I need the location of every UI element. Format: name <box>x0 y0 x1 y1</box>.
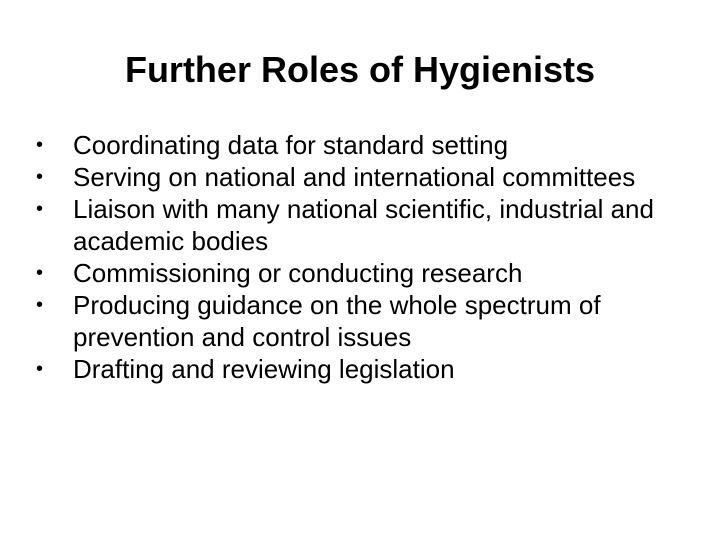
bullet-text: Commissioning or conducting research <box>73 258 523 288</box>
bullet-text: Coordinating data for standard setting <box>73 130 509 160</box>
bullet-icon: • <box>36 294 44 316</box>
bullet-item <box>36 353 696 385</box>
bullet-list <box>36 129 696 385</box>
bullet-text: Serving on national and international committees <box>73 162 636 192</box>
bullet-item <box>36 193 696 257</box>
bullet-icon: • <box>36 134 44 156</box>
slide-title: Further Roles of Hygienists <box>124 49 596 90</box>
bullet-item <box>36 289 696 353</box>
bullet-icon: • <box>36 358 44 380</box>
bullet-icon: • <box>36 166 44 188</box>
bullet-item <box>36 257 696 289</box>
bullet-text: Drafting and reviewing legislation <box>73 354 455 384</box>
bullet-item <box>36 161 696 193</box>
bullet-item <box>36 129 696 161</box>
bullet-icon: • <box>36 262 44 284</box>
bullet-text: Producing guidance on the whole spectrum of prevention and control issues <box>73 290 601 352</box>
bullet-icon: • <box>36 198 44 220</box>
bullet-text: Liaison with many national scientific, industrial and academic bodies <box>73 194 654 256</box>
